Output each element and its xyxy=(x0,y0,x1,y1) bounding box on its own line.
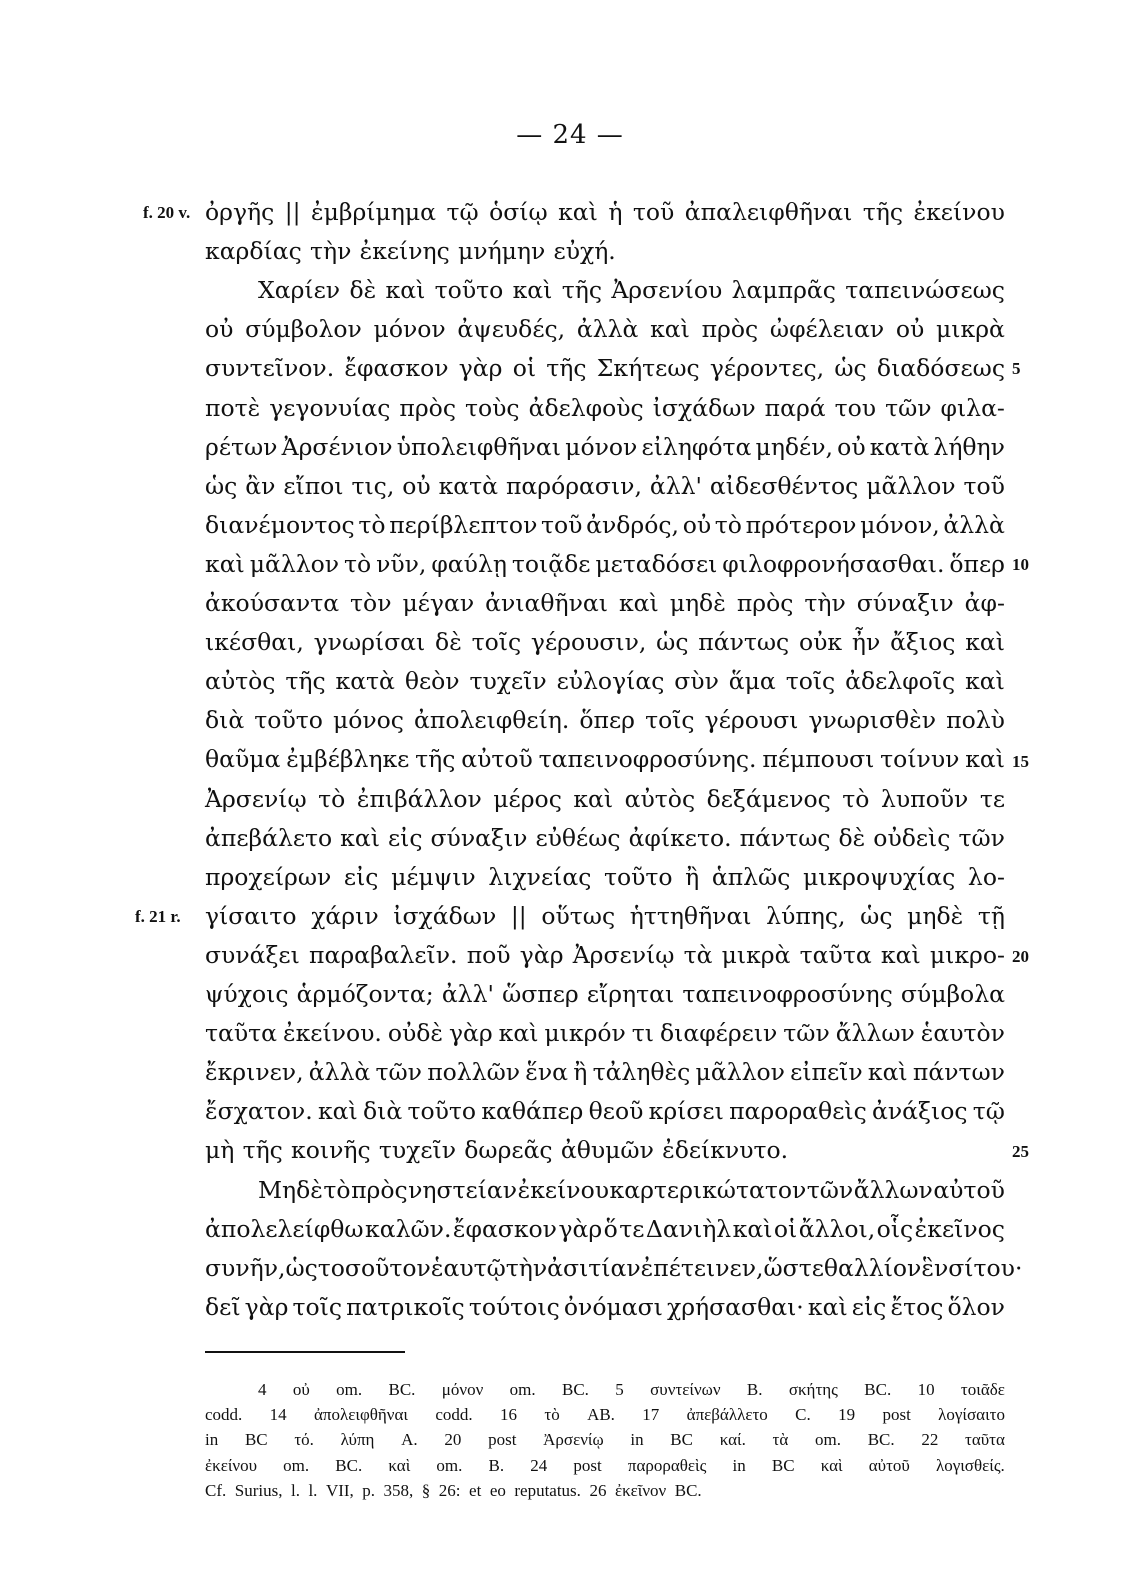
text-line: μὴ τῆς κοινῆς τυχεῖν δωρεᾶς ἀθυμῶν ἐδείκνυτο. xyxy=(205,1136,789,1165)
text-line: καὶ μᾶλλον τὸ νῦν, φαύλῃ τοιᾷδε μεταδόσει φιλοφρονήσασθαι. ὅπερ xyxy=(205,549,1005,578)
text-line: προχείρων εἰς μέμψιν λιχνείας τοῦτο ἢ ἁπλῶς μικροψυχίας λο- xyxy=(205,862,1005,891)
footnote-line: in BC τό. λύπη A. 20 post Ἀρσενίῳ in BC καί. τὰ om. BC. 22 ταῦτα xyxy=(205,1430,1005,1450)
text-line: διανέμοντος τὸ περίβλεπτον τοῦ ἀνδρός, οὐ τὸ πρότερον μόνον, ἀλλὰ xyxy=(205,510,1005,539)
text-line: καρδίας τὴν ἐκείνης μνήμην εὐχή. xyxy=(205,237,616,266)
text-line: Ἀρσενίῳ τὸ ἐπιβάλλον μέρος καὶ αὐτὸς δεξάμενος τὸ λυποῦν τε xyxy=(205,784,1005,813)
folio-marker: f. 21 r. xyxy=(135,907,181,926)
text-line: ὡς ἂν εἴποι τις, οὐ κατὰ παρόρασιν, ἀλλ' αἰδεσθέντος μᾶλλον τοῦ xyxy=(205,471,1005,500)
text-line: ἀπολελείφθω καλῶν. ἔφασκον γὰρ ὅ τε Δανιὴλ καὶ οἱ ἄλλοι, οἷς ἐκεῖνος xyxy=(205,1214,1005,1243)
text-line: ποτὲ γεγονυίας πρὸς τοὺς ἀδελφοὺς ἰσχάδων παρά του τῶν φιλα- xyxy=(205,393,1005,422)
footnote-line: codd. 14 ἀπολειφθῆναι codd. 16 τὸ AB. 17 ἀπεβάλλετο C. 19 post λογίσαιτο xyxy=(205,1405,1005,1425)
text-line: ἀπεβάλετο καὶ εἰς σύναξιν εὐθέως ἀφίκετο. πάντως δὲ οὐδεὶς τῶν xyxy=(205,823,1005,852)
text-line: ἔσχατον. καὶ διὰ τοῦτο καθάπερ θεοῦ κρίσει παροραθεὶς ἀνάξιος τῷ xyxy=(205,1097,1005,1126)
line-number: 25 xyxy=(1012,1142,1029,1161)
text-line: ὀργῆς || ἐμβρίμημα τῷ ὁσίῳ καὶ ἡ τοῦ ἀπαλειφθῆναι τῆς ἐκείνου xyxy=(205,198,1005,226)
text-line: ψύχοις ἁρμόζοντα; ἀλλ' ὥσπερ εἴρηται ταπεινοφροσύνης σύμβολα xyxy=(205,980,1005,1008)
text-line: συνάξει παραβαλεῖν. ποῦ γὰρ Ἀρσενίῳ τὰ μικρὰ ταῦτα καὶ μικρο- xyxy=(205,940,1005,969)
page-number: — 24 — xyxy=(516,120,624,150)
text-line: Χαρίεν δὲ καὶ τοῦτο καὶ τῆς Ἀρσενίου λαμπρᾶς ταπεινώσεως xyxy=(258,276,1005,305)
folio-marker: f. 20 v. xyxy=(143,203,191,222)
text-line: Μηδὲ τὸ πρὸς νηστείαν ἐκείνου καρτερικώτατον τῶν ἄλλων αὐτοῦ xyxy=(258,1175,1005,1204)
line-number: 10 xyxy=(1012,555,1029,574)
footnote-line: 4 οὐ om. BC. μόνον om. BC. 5 συντείνων B. σκήτης BC. 10 τοιᾶδε xyxy=(258,1380,1005,1399)
text-line: θαῦμα ἐμβέβληκε τῆς αὐτοῦ ταπεινοφροσύνης. πέμπουσι τοίνυν καὶ xyxy=(205,745,1005,774)
text-line: συντεῖνον. ἔφασκον γὰρ οἱ τῆς Σκήτεως γέροντες, ὡς διαδόσεως xyxy=(205,354,1005,383)
text-line: ἀκούσαντα τὸν μέγαν ἀνιαθῆναι καὶ μηδὲ πρὸς τὴν σύναξιν ἀφ- xyxy=(205,589,1005,617)
line-number: 15 xyxy=(1012,752,1029,771)
footnote-rule xyxy=(205,1351,405,1353)
text-line: ικέσθαι, γνωρίσαι δὲ τοῖς γέρουσιν, ὡς πάντως οὐκ ἦν ἄξιος καὶ xyxy=(205,628,1005,657)
text-line: συνῆν, ὡς τοσοῦτον ἑαυτῷ τὴν ἀσιτίαν ἐπέτεινεν, ὥστε θαλλίον ἓν σίτου· xyxy=(205,1253,1023,1282)
text-line: γίσαιτο χάριν ἰσχάδων || οὕτως ἡττηθῆναι λύπης, ὡς μηδὲ τῇ xyxy=(205,901,1005,930)
text-line: διὰ τοῦτο μόνος ἀπολειφθείη. ὅπερ τοῖς γέρουσι γνωρισθὲν πολὺ xyxy=(205,706,1005,735)
text-line: ἔκρινεν, ἀλλὰ τῶν πολλῶν ἕνα ἢ τἀληθὲς μᾶλλον εἰπεῖν καὶ πάντων xyxy=(205,1058,1005,1087)
line-number: 20 xyxy=(1012,947,1029,966)
footnote-line: ἐκείνου om. BC. καὶ om. B. 24 post παροραθεὶς in BC καὶ αὐτοῦ λογισθείς. xyxy=(205,1455,1005,1475)
line-number: 5 xyxy=(1012,359,1021,378)
text-line: αὐτὸς τῆς κατὰ θεὸν τυχεῖν εὐλογίας σὺν ἅμα τοῖς ἀδελφοῖς καὶ xyxy=(205,667,1005,696)
text-line: ταῦτα ἐκείνου. οὐδὲ γὰρ καὶ μικρόν τι διαφέρειν τῶν ἄλλων ἑαυτὸν xyxy=(205,1019,1005,1048)
text-line: δεῖ γὰρ τοῖς πατρικοῖς τούτοις ὀνόμασι χρήσασθαι· καὶ εἰς ἔτος ὅλον xyxy=(205,1292,1005,1321)
text-line: οὐ σύμβολον μόνον ἀψευδές, ἀλλὰ καὶ πρὸς ὠφέλειαν οὐ μικρὰ xyxy=(205,315,1005,344)
footnote-line: Cf. Surius, l. l. VII, p. 358, § 26: et eo reputatus. 26 ἐκεῖνον BC. xyxy=(205,1480,702,1500)
text-line: ρέτων Ἀρσένιον ὑπολειφθῆναι μόνον εἰληφότα μηδέν, οὐ κατὰ λήθην xyxy=(205,432,1005,461)
